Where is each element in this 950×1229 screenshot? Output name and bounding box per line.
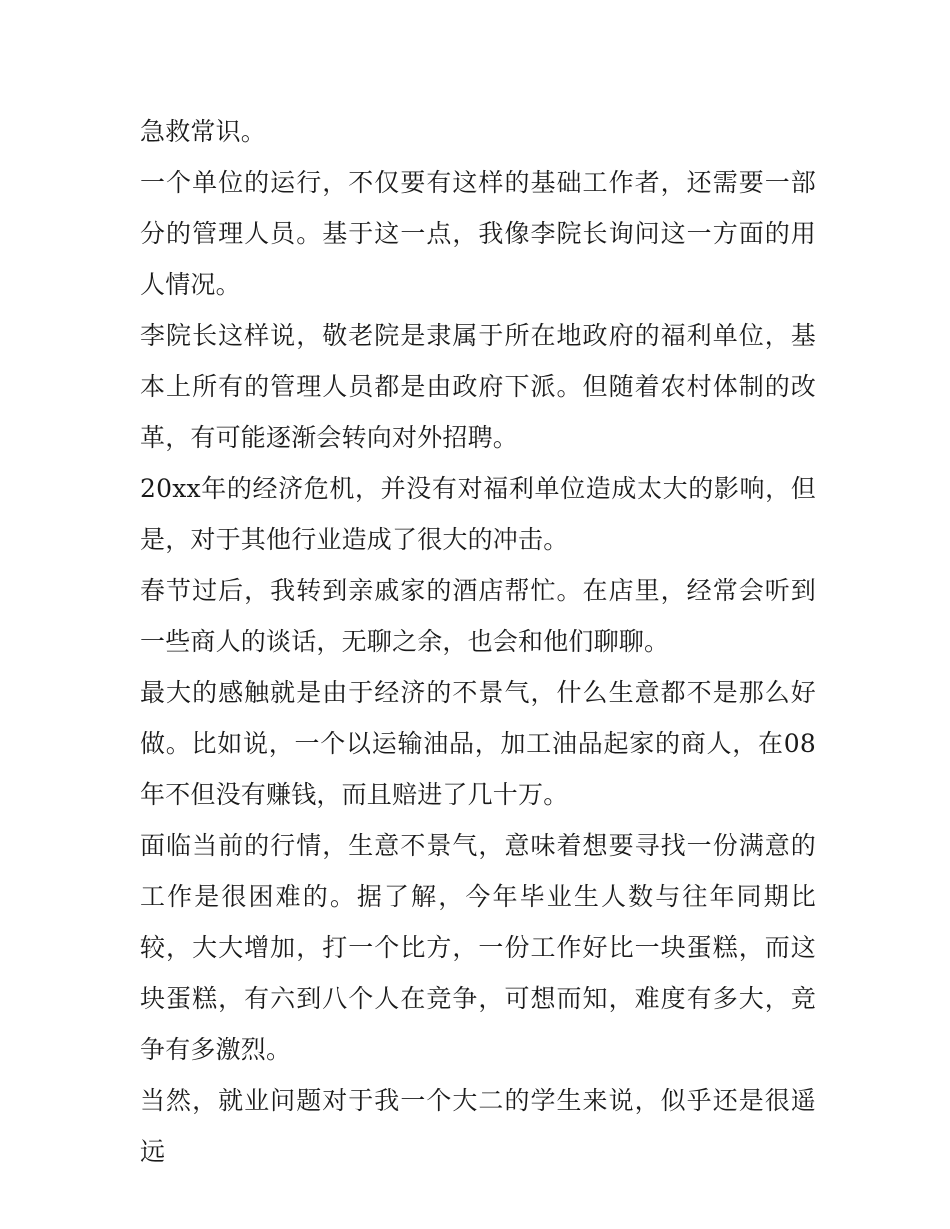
paragraph-4: 20xx年的经济危机，并没有对福利单位造成太大的影响，但是，对于其他行业造成了很大的冲击。 bbox=[140, 474, 816, 554]
paragraph-6: 最大的感触就是由于经济的不景气，什么生意都不是那么好做。比如说，一个以运输油品，加工油品起家的商人，在08年不但没有赚钱，而且赔进了几十万。 bbox=[140, 678, 816, 809]
paragraph-2: 一个单位的运行，不仅要有这样的基础工作者，还需要一部分的管理人员。基于这一点，我像李院长询问这一方面的用人情况。 bbox=[140, 168, 816, 299]
document-body bbox=[140, 106, 816, 1177]
paragraph-8: 当然，就业问题对于我一个大二的学生来说，似乎还是很遥远 bbox=[140, 1086, 816, 1166]
paragraph-1: 急救常识。 bbox=[140, 117, 267, 146]
paragraph-7: 面临当前的行情，生意不景气，意味着想要寻找一份满意的工作是很困难的。据了解，今年毕业生人数与往年同期比较，大大增加，打一个比方，一份工作好比一块蛋糕，而这块蛋糕，有六到八个人在竞争，可想而知，难度有多大，竞争有多激烈。 bbox=[140, 831, 816, 1064]
paragraph-3: 李院长这样说，敬老院是隶属于所在地政府的福利单位，基本上所有的管理人员都是由政府下派。但随着农村体制的改革，有可能逐渐会转向对外招聘。 bbox=[140, 321, 816, 452]
paragraph-5: 春节过后，我转到亲戚家的酒店帮忙。在店里，经常会听到一些商人的谈话，无聊之余，也会和他们聊聊。 bbox=[140, 576, 816, 656]
